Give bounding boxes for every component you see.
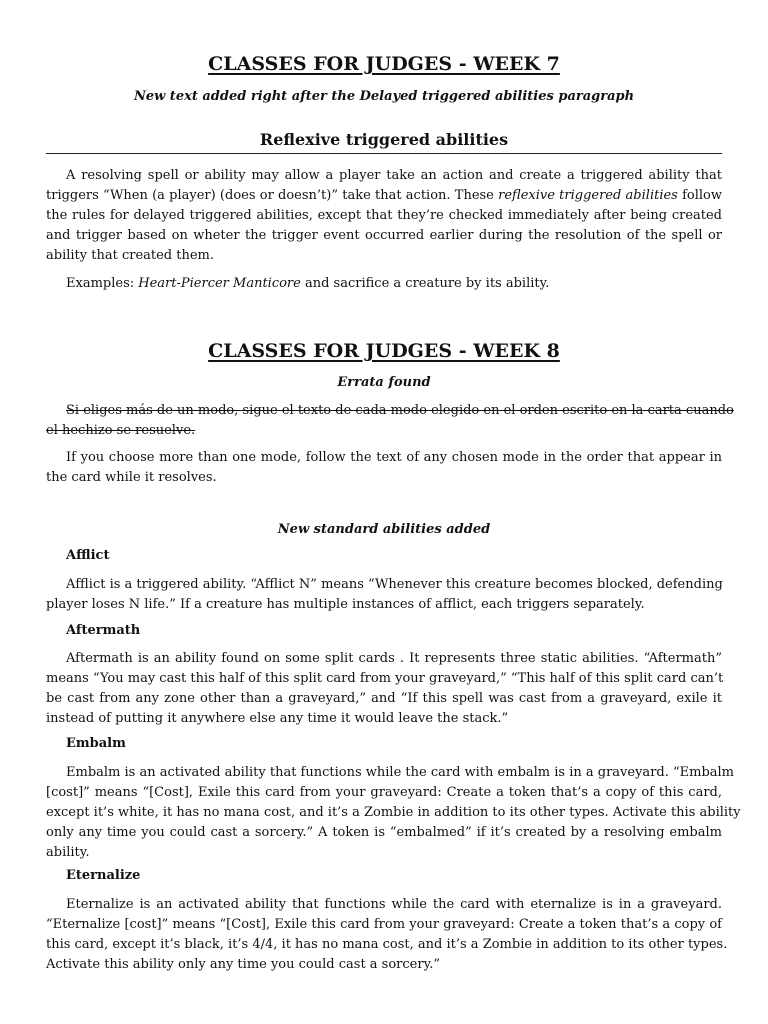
paragraph-line: A resolving spell or ability may allow a player take an action and create a triggered ability that bbox=[66, 168, 722, 183]
errata-subtitle: Errata found bbox=[337, 375, 431, 390]
abilities-subtitle: New standard abilities added bbox=[277, 522, 491, 537]
paragraph-line: means “You may cast this half of this split card from your graveyard,” “This half of this split card can’t bbox=[46, 671, 724, 686]
aftermath-paragraph bbox=[46, 649, 722, 729]
errata-new-text bbox=[46, 448, 722, 488]
errata-new-line: the card while it resolves. bbox=[46, 470, 217, 485]
week8-title: CLASSES FOR JUDGES - WEEK 8 bbox=[208, 340, 560, 362]
eternalize-paragraph bbox=[46, 895, 728, 975]
paragraph-line: this card, except it’s black, it’s 4/4, it has no mana cost, and it’s a Zombie in addition to its other types. bbox=[46, 937, 728, 952]
paragraph-line: the rules for delayed triggered abilities, except that they’re checked immediately after being created bbox=[46, 208, 722, 223]
paragraph-line: Aftermath is an ability found on some split cards . It represents three static abilities. “Aftermath” bbox=[66, 651, 722, 666]
examples-line: Examples: Heart-Piercer Manticore and sacrifice a creature by its ability. bbox=[66, 276, 550, 291]
eternalize-heading: Eternalize bbox=[66, 868, 141, 883]
paragraph-line: except it’s white, it has no mana cost, and it’s a Zombie in addition to its other types. Activate this ability bbox=[46, 805, 741, 820]
paragraph-line: only any time you could cast a sorcery.” A token is “embalmed” if it’s created by a resolving embalm bbox=[46, 825, 722, 840]
paragraph-line: “Eternalize [cost]” means “[Cost], Exile this card from your graveyard: Create a token that’s a copy of bbox=[46, 917, 722, 932]
embalm-heading: Embalm bbox=[66, 736, 126, 751]
paragraph-line: [cost]” means “[Cost], Exile this card from your graveyard: Create a token that’s a copy of this card, bbox=[46, 785, 722, 800]
errata-new-line: If you choose more than one mode, follow the text of any chosen mode in the order that appear in bbox=[66, 450, 722, 465]
paragraph-line: player loses N life.” If a creature has multiple instances of afflict, each triggers separately. bbox=[46, 597, 645, 612]
paragraph-line: Activate this ability only any time you could cast a sorcery.” bbox=[46, 957, 440, 972]
heading-rule bbox=[46, 153, 722, 154]
embalm-paragraph bbox=[46, 763, 741, 863]
paragraph-line: instead of putting it anywhere else any time it would leave the stack.” bbox=[46, 711, 509, 726]
examples-card: Heart-Piercer Manticore bbox=[138, 276, 301, 291]
errata-old-line: Si eliges más de un modo, sigue el texto de cada modo elegido en el orden escrito en la carta cuando bbox=[66, 403, 734, 418]
paragraph-line: and trigger based on wheter the trigger event occurred earlier during the resolution of the spell or bbox=[46, 228, 722, 243]
reflexive-heading: Reflexive triggered abilities bbox=[259, 130, 509, 149]
reflexive-term: reflexive triggered abilities bbox=[498, 188, 678, 203]
paragraph-line: Afflict is a triggered ability. “Afflict N” means “Whenever this creature becomes blocked, defending bbox=[66, 577, 723, 592]
aftermath-heading: Aftermath bbox=[66, 623, 141, 638]
reflexive-paragraph bbox=[46, 166, 722, 266]
week7-subtitle: New text added right after the Delayed triggered abilities paragraph bbox=[133, 89, 635, 104]
week7-title: CLASSES FOR JUDGES - WEEK 7 bbox=[208, 53, 560, 75]
paragraph-line: ability. bbox=[46, 845, 90, 860]
paragraph-line: triggers “When (a player) (does or doesn’t)” take that action. These reflexive triggered abilities follow bbox=[46, 188, 723, 203]
afflict-heading: Afflict bbox=[66, 548, 110, 563]
afflict-paragraph bbox=[46, 575, 722, 615]
paragraph-line: Embalm is an activated ability that functions while the card with embalm is in a graveyard. “Embalm bbox=[66, 765, 735, 780]
errata-old-line: el hechizo se resuelve. bbox=[46, 423, 196, 438]
paragraph-line: ability that created them. bbox=[46, 248, 215, 263]
errata-old-text bbox=[46, 401, 734, 441]
paragraph-line: Eternalize is an activated ability that functions while the card with eternalize is in a graveyard. bbox=[66, 897, 722, 912]
paragraph-line: be cast from any zone other than a graveyard,” and “If this spell was cast from a graveyard, exile it bbox=[46, 691, 722, 706]
